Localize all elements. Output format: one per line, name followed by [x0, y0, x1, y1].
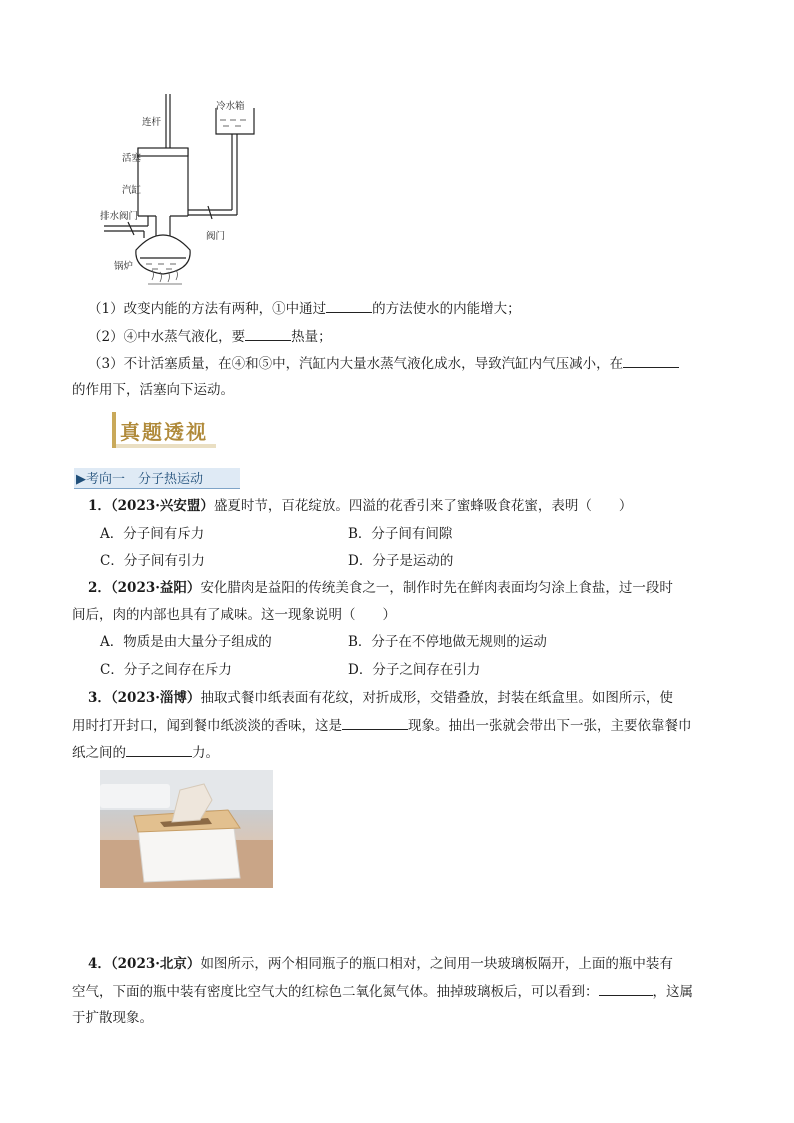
- q4-stem-cont2: 于扩散现象。: [72, 1010, 153, 1026]
- q2-option-a[interactable]: A．物质是由大量分子组成的: [100, 634, 272, 650]
- q1-option-a[interactable]: A．分子间有斥力: [100, 526, 205, 542]
- section-accent-bar: [112, 412, 116, 448]
- q1-option-c[interactable]: C．分子间有引力: [100, 553, 205, 569]
- tissue-box-illustration: [100, 770, 273, 888]
- q3-stem-cont: 用时打开封口，闻到餐巾纸淡淡的香味，这是 现象。抽出一张就会带出下一张，主要依靠餐巾: [72, 715, 692, 736]
- q1-option-b[interactable]: B．分子间有间隙: [348, 526, 453, 542]
- q2-stem: 2．（2023·益阳）安化腊肉是益阳的传统美食之一，制作时先在鲜肉表面均匀涂上食盐，过一段时: [88, 580, 673, 596]
- q2-option-d[interactable]: D．分子之间存在引力: [348, 662, 481, 678]
- prev-q3-line2: 的作用下，活塞向下运动。: [72, 382, 234, 398]
- label-rod: 连杆: [142, 117, 162, 128]
- q3-stem: 3．（2023·淄博）抽取式餐巾纸表面有花纹，对折成形，交错叠放，封装在纸盒里。如图所示，使: [88, 690, 673, 706]
- label-boiler: 锅炉: [114, 261, 134, 272]
- q4-stem-cont: 空气，下面的瓶中装有密度比空气大的红棕色二氧化氮气体。抽掉玻璃板后，可以看到： ，这属: [72, 981, 693, 1002]
- tissue-box-photo: [100, 770, 273, 888]
- q2-option-b[interactable]: B．分子在不停地做无规则的运动: [348, 634, 547, 650]
- topic-banner: [74, 468, 240, 489]
- q2-stem-cont: 间后，肉的内部也具有了咸味。这一现象说明（ ）: [72, 607, 396, 623]
- q1-stem: 1．（2023·兴安盟）盛夏时节，百花绽放。四溢的花香引来了蜜蜂吸食花蜜，表明（ ）: [88, 498, 633, 514]
- answer-blank[interactable]: [599, 981, 653, 996]
- topic-label: ▶考向一 分子热运动: [76, 472, 203, 487]
- prev-q1: （1）改变内能的方法有两种，①中通过 的方法使水的内能增大；: [88, 298, 521, 319]
- section-title: 真题透视: [120, 420, 208, 444]
- q3-stem-cont2: 纸之间的 力。: [72, 742, 219, 763]
- answer-blank[interactable]: [245, 326, 291, 341]
- label-piston: 活塞: [122, 153, 142, 164]
- q1-option-d[interactable]: D．分子是运动的: [348, 553, 454, 569]
- label-cylinder: 汽缸: [122, 185, 142, 196]
- label-valve: 阀门: [206, 231, 226, 242]
- answer-blank[interactable]: [326, 298, 372, 313]
- q4-stem: 4．（2023·北京）如图所示，两个相同瓶子的瓶口相对，之间用一块玻璃板隔开，上面的瓶中装有: [88, 956, 673, 972]
- prev-q2: （2）④中水蒸气液化，要 热量；: [88, 326, 332, 347]
- answer-blank[interactable]: [126, 742, 192, 757]
- q2-option-c[interactable]: C．分子之间存在斥力: [100, 662, 232, 678]
- prev-q3-line1: （3）不计活塞质量，在④和⑤中，汽缸内大量水蒸气液化成水，导致汽缸内气压减小，在: [88, 353, 679, 374]
- answer-blank[interactable]: [342, 715, 408, 730]
- answer-blank[interactable]: [623, 353, 679, 368]
- label-drain-valve: 排水阀门: [100, 211, 139, 222]
- label-cold-tank: 冷水箱: [216, 101, 245, 112]
